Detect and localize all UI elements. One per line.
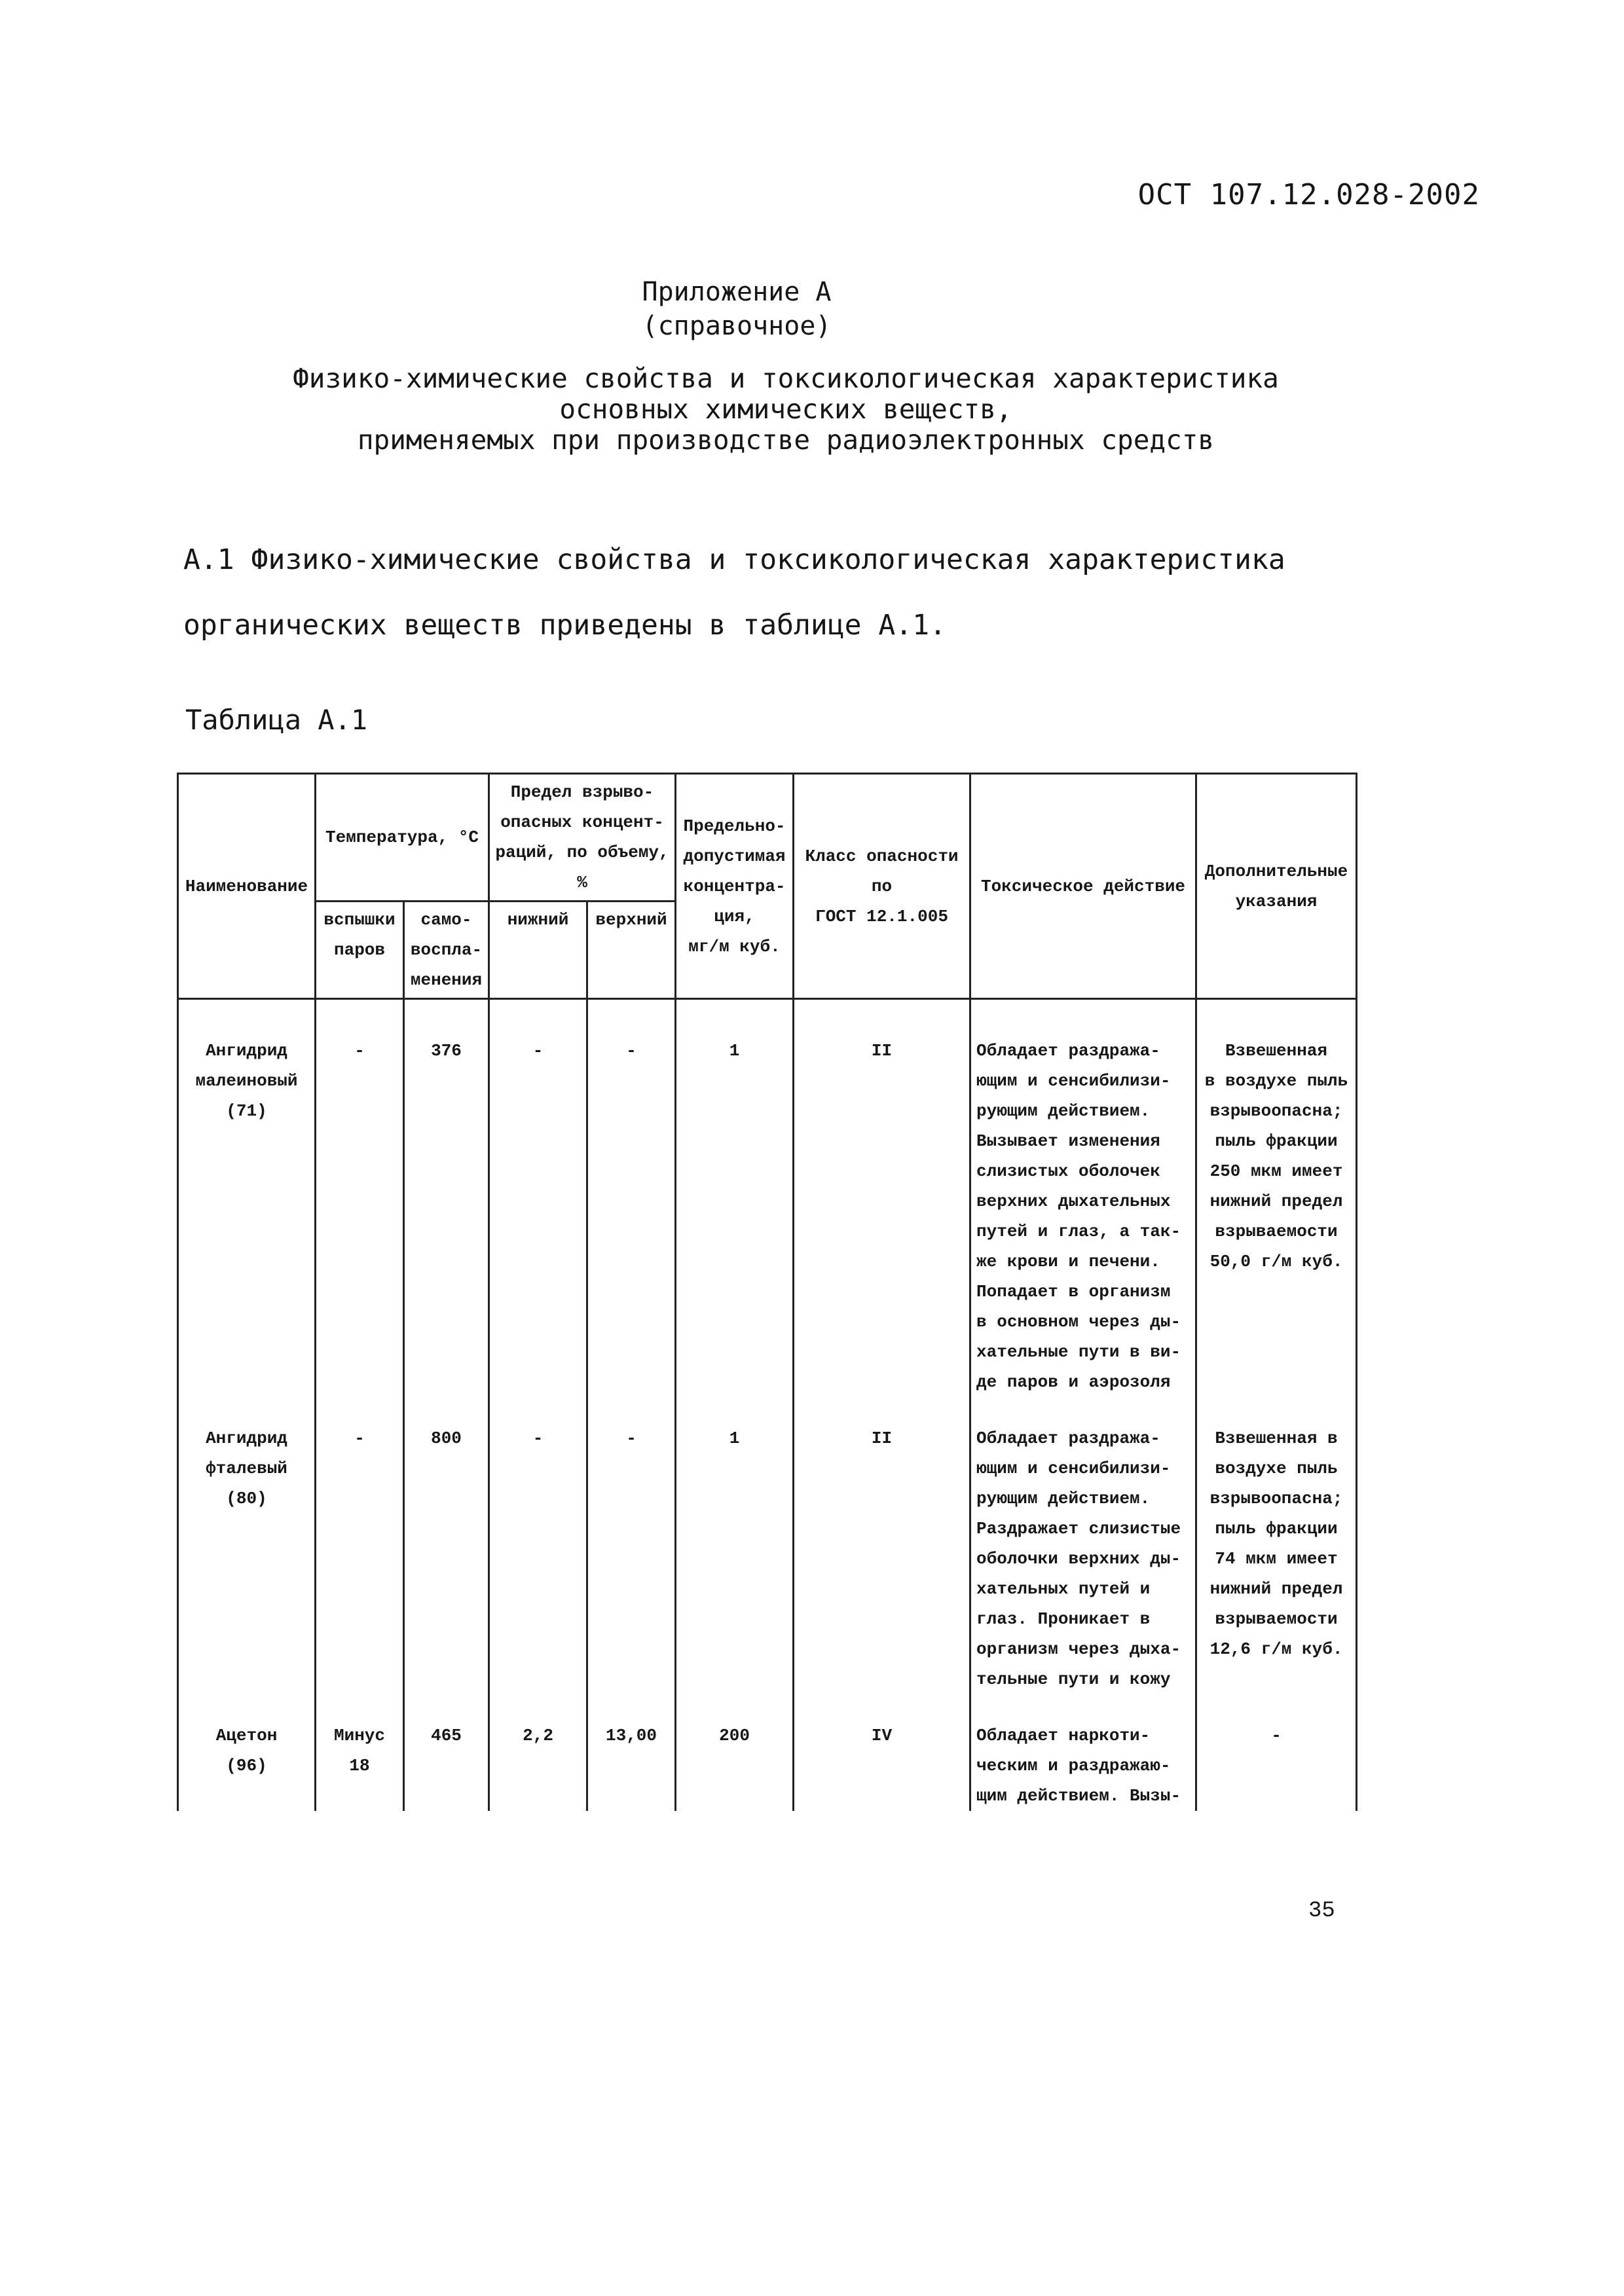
- cell-autoignition: 800: [404, 1400, 489, 1697]
- cell-flash: Минус 18: [316, 1697, 404, 1811]
- cell-lower: -: [489, 1400, 587, 1697]
- header-lower-limit: нижний: [489, 902, 587, 999]
- cell-upper: 13,00: [587, 1697, 676, 1811]
- intro-paragraph-line-2: органических веществ приведены в таблице А.1.: [183, 609, 946, 642]
- title-line-2: основных химических веществ,: [559, 393, 1012, 425]
- appendix-label: Приложение А: [642, 277, 832, 307]
- cell-toxic: Обладает наркоти- ческим и раздражаю- щим действием. Вызы-: [970, 1697, 1196, 1811]
- cell-flash: -: [316, 999, 404, 1400]
- cell-hazard: II: [794, 1400, 970, 1697]
- appendix-heading: [0, 275, 1473, 343]
- header-flash-point: вспышки паров: [316, 902, 404, 999]
- cell-toxic: Обладает раздража- ющим и сенсибилизи- рующим действием. Вызывает изменения слизистых оболочек верхних дыхательных путей и глаз, а так- же крови и печени. Попадает в организм в основном через ды- хательные пути в ви- де паров и аэрозоля: [970, 999, 1196, 1400]
- cell-mac: 200: [676, 1697, 794, 1811]
- cell-mac: 1: [676, 1400, 794, 1697]
- cell-notes: Взвешенная в воздухе пыль взрывоопасна; пыль фракции 74 мкм имеет нижний предел взрываемости 12,6 г/м куб.: [1196, 1400, 1357, 1697]
- cell-lower: 2,2: [489, 1697, 587, 1811]
- document-code: ОСТ 107.12.028-2002: [1137, 178, 1480, 211]
- cell-autoignition: 376: [404, 999, 489, 1400]
- title-line-3: применяемых при производстве радиоэлектронных средств: [357, 424, 1215, 456]
- header-notes: Дополнительные указания: [1196, 774, 1357, 999]
- properties-table: [177, 773, 1357, 1811]
- cell-name: Ацетон (96): [178, 1697, 316, 1811]
- header-hazard-class: Класс опасности по ГОСТ 12.1.005: [794, 774, 970, 999]
- cell-notes: -: [1196, 1697, 1357, 1811]
- cell-mac: 1: [676, 999, 794, 1400]
- header-explosion-limits: Предел взрыво- опасных концент- раций, по объему, %: [489, 774, 676, 902]
- cell-upper: -: [587, 1400, 676, 1697]
- table-row: [178, 1697, 1357, 1811]
- table-row: [178, 999, 1357, 1400]
- cell-upper: -: [587, 999, 676, 1400]
- cell-name: Ангидрид фталевый (80): [178, 1400, 316, 1697]
- cell-lower: -: [489, 999, 587, 1400]
- table-caption: Таблица А.1: [185, 704, 368, 736]
- cell-autoignition: 465: [404, 1697, 489, 1811]
- cell-toxic: Обладает раздража- ющим и сенсибилизи- рующим действием. Раздражает слизистые оболочки верхних ды- хательных путей и глаз. Проникает в организм через дыха- тельные пути и кожу: [970, 1400, 1196, 1697]
- header-autoignition: само- воспла- менения: [404, 902, 489, 999]
- intro-paragraph-line-1: А.1 Физико-химические свойства и токсикологическая характеристика: [183, 543, 1285, 576]
- header-toxic-effect: Токсическое действие: [970, 774, 1196, 999]
- appendix-title: [52, 363, 1519, 456]
- cell-name: Ангидрид малеиновый (71): [178, 999, 316, 1400]
- table-container: [177, 773, 1356, 1899]
- header-temperature: Температура, °С: [316, 774, 489, 902]
- page-number: 35: [1308, 1899, 1335, 1923]
- title-line-1: Физико-химические свойства и токсикологическая характеристика: [293, 363, 1279, 394]
- cell-hazard: II: [794, 999, 970, 1400]
- cell-notes: Взвешенная в воздухе пыль взрывоопасна; пыль фракции 250 мкм имеет нижний предел взрываемости 50,0 г/м куб.: [1196, 999, 1357, 1400]
- header-upper-limit: верхний: [587, 902, 676, 999]
- header-mac: Предельно- допустимая концентра- ция, мг/м куб.: [676, 774, 794, 999]
- appendix-kind: (справочное): [642, 311, 832, 341]
- cell-flash: -: [316, 1400, 404, 1697]
- table-row: [178, 1400, 1357, 1697]
- header-name: Наименование: [178, 774, 316, 999]
- cell-hazard: IV: [794, 1697, 970, 1811]
